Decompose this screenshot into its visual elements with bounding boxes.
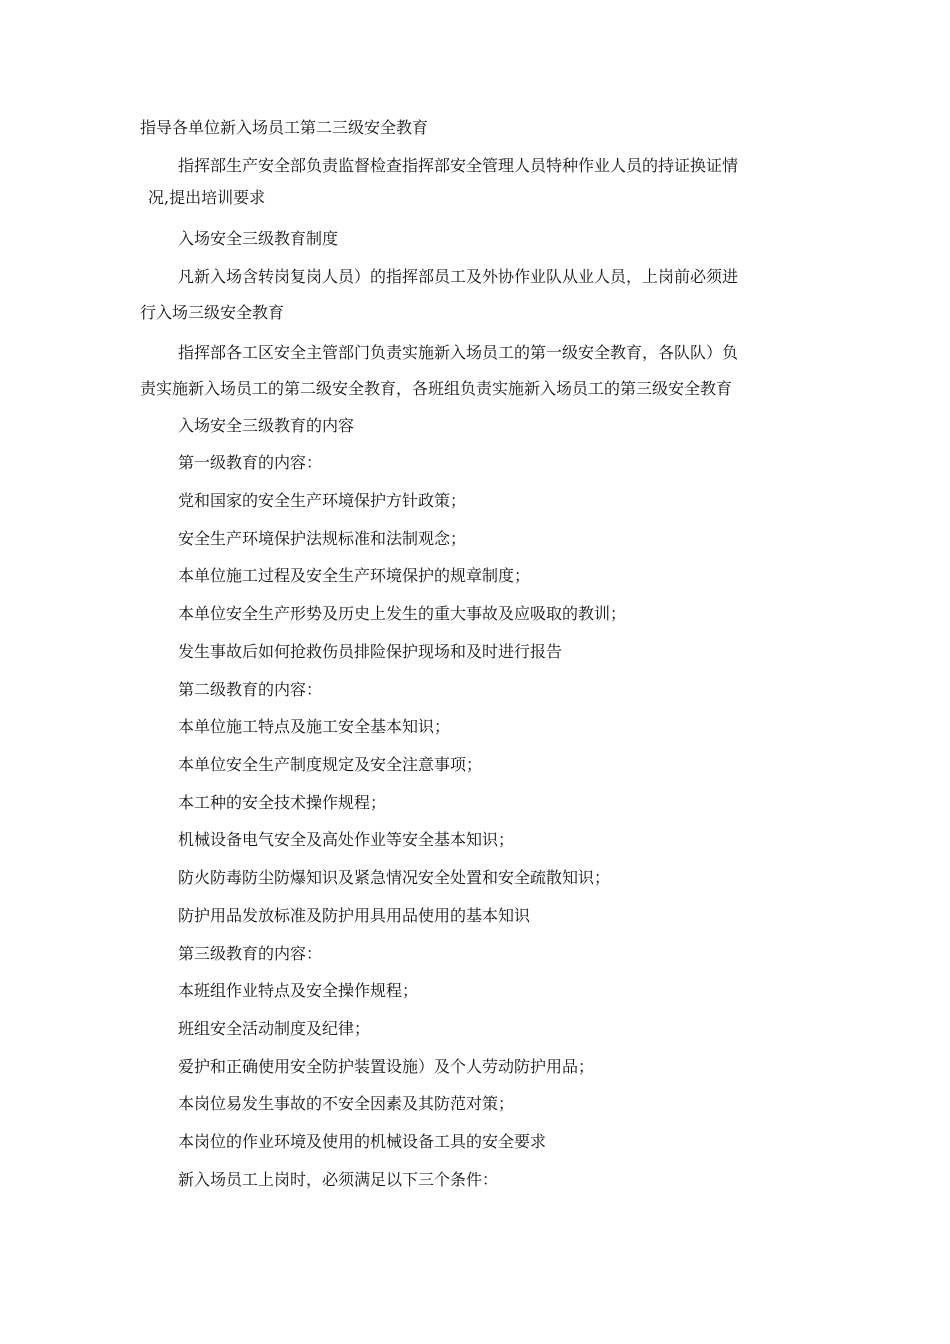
text-line: 第一级教育的内容： <box>178 453 323 472</box>
text-line: 爱护和正确使用安全防护装置设施）及个人劳动防护用品； <box>178 1057 595 1076</box>
text-line: 班组安全活动制度及纪律； <box>178 1019 371 1038</box>
text-line: 责实施新入场员工的第二级安全教育，各班组负责实施新入场员工的第三级安全教育 <box>140 379 733 398</box>
text-line: 防护用品发放标准及防护用具用品使用的基本知识 <box>178 906 531 925</box>
text-line: 凡新入场含转岗复岗人员）的指挥部员工及外协作业队从业人员，上岗前必须进 <box>178 267 739 286</box>
text-line: 机械设备电气安全及高处作业等安全基本知识； <box>178 830 515 849</box>
text-line: 党和国家的安全生产环境保护方针政策； <box>178 491 467 510</box>
text-line: 防火防毒防尘防爆知识及紧急情况安全处置和安全疏散知识； <box>178 868 611 887</box>
text-line: 本单位施工特点及施工安全基本知识； <box>178 717 451 736</box>
text-line: 行入场三级安全教育 <box>140 303 285 322</box>
text-line: 指挥部生产安全部负责监督检查指挥部安全管理人员特种作业人员的持证换证情 <box>178 156 739 175</box>
text-line: 指导各单位新入场员工第二三级安全教育 <box>140 118 429 137</box>
text-line: 本单位安全生产形势及历史上发生的重大事故及应吸取的教训； <box>178 604 627 623</box>
text-line: 本单位施工过程及安全生产环境保护的规章制度； <box>178 566 531 585</box>
text-line: 指挥部各工区安全主管部门负责实施新入场员工的第一级安全教育，各队队）负 <box>178 343 739 362</box>
text-line: 本班组作业特点及安全操作规程； <box>178 981 419 1000</box>
text-line: 本岗位易发生事故的不安全因素及其防范对策； <box>178 1094 515 1113</box>
text-line: 本单位安全生产制度规定及安全注意事项； <box>178 755 483 774</box>
text-line: 本岗位的作业环境及使用的机械设备工具的安全要求 <box>178 1132 547 1151</box>
text-line: 安全生产环境保护法规标准和法制观念； <box>178 529 467 548</box>
text-line: 发生事故后如何抢救伤员排险保护现场和及时进行报告 <box>178 642 563 661</box>
text-line: 入场安全三级教育的内容 <box>178 416 355 435</box>
text-line: 新入场员工上岗时，必须满足以下三个条件： <box>178 1170 499 1189</box>
text-line: 本工种的安全技术操作规程； <box>178 793 387 812</box>
text-line: 入场安全三级教育制度 <box>178 229 339 248</box>
text-line: 况,提出培训要求 <box>148 188 266 207</box>
text-line: 第三级教育的内容： <box>178 944 323 963</box>
text-line: 第二级教育的内容： <box>178 680 323 699</box>
